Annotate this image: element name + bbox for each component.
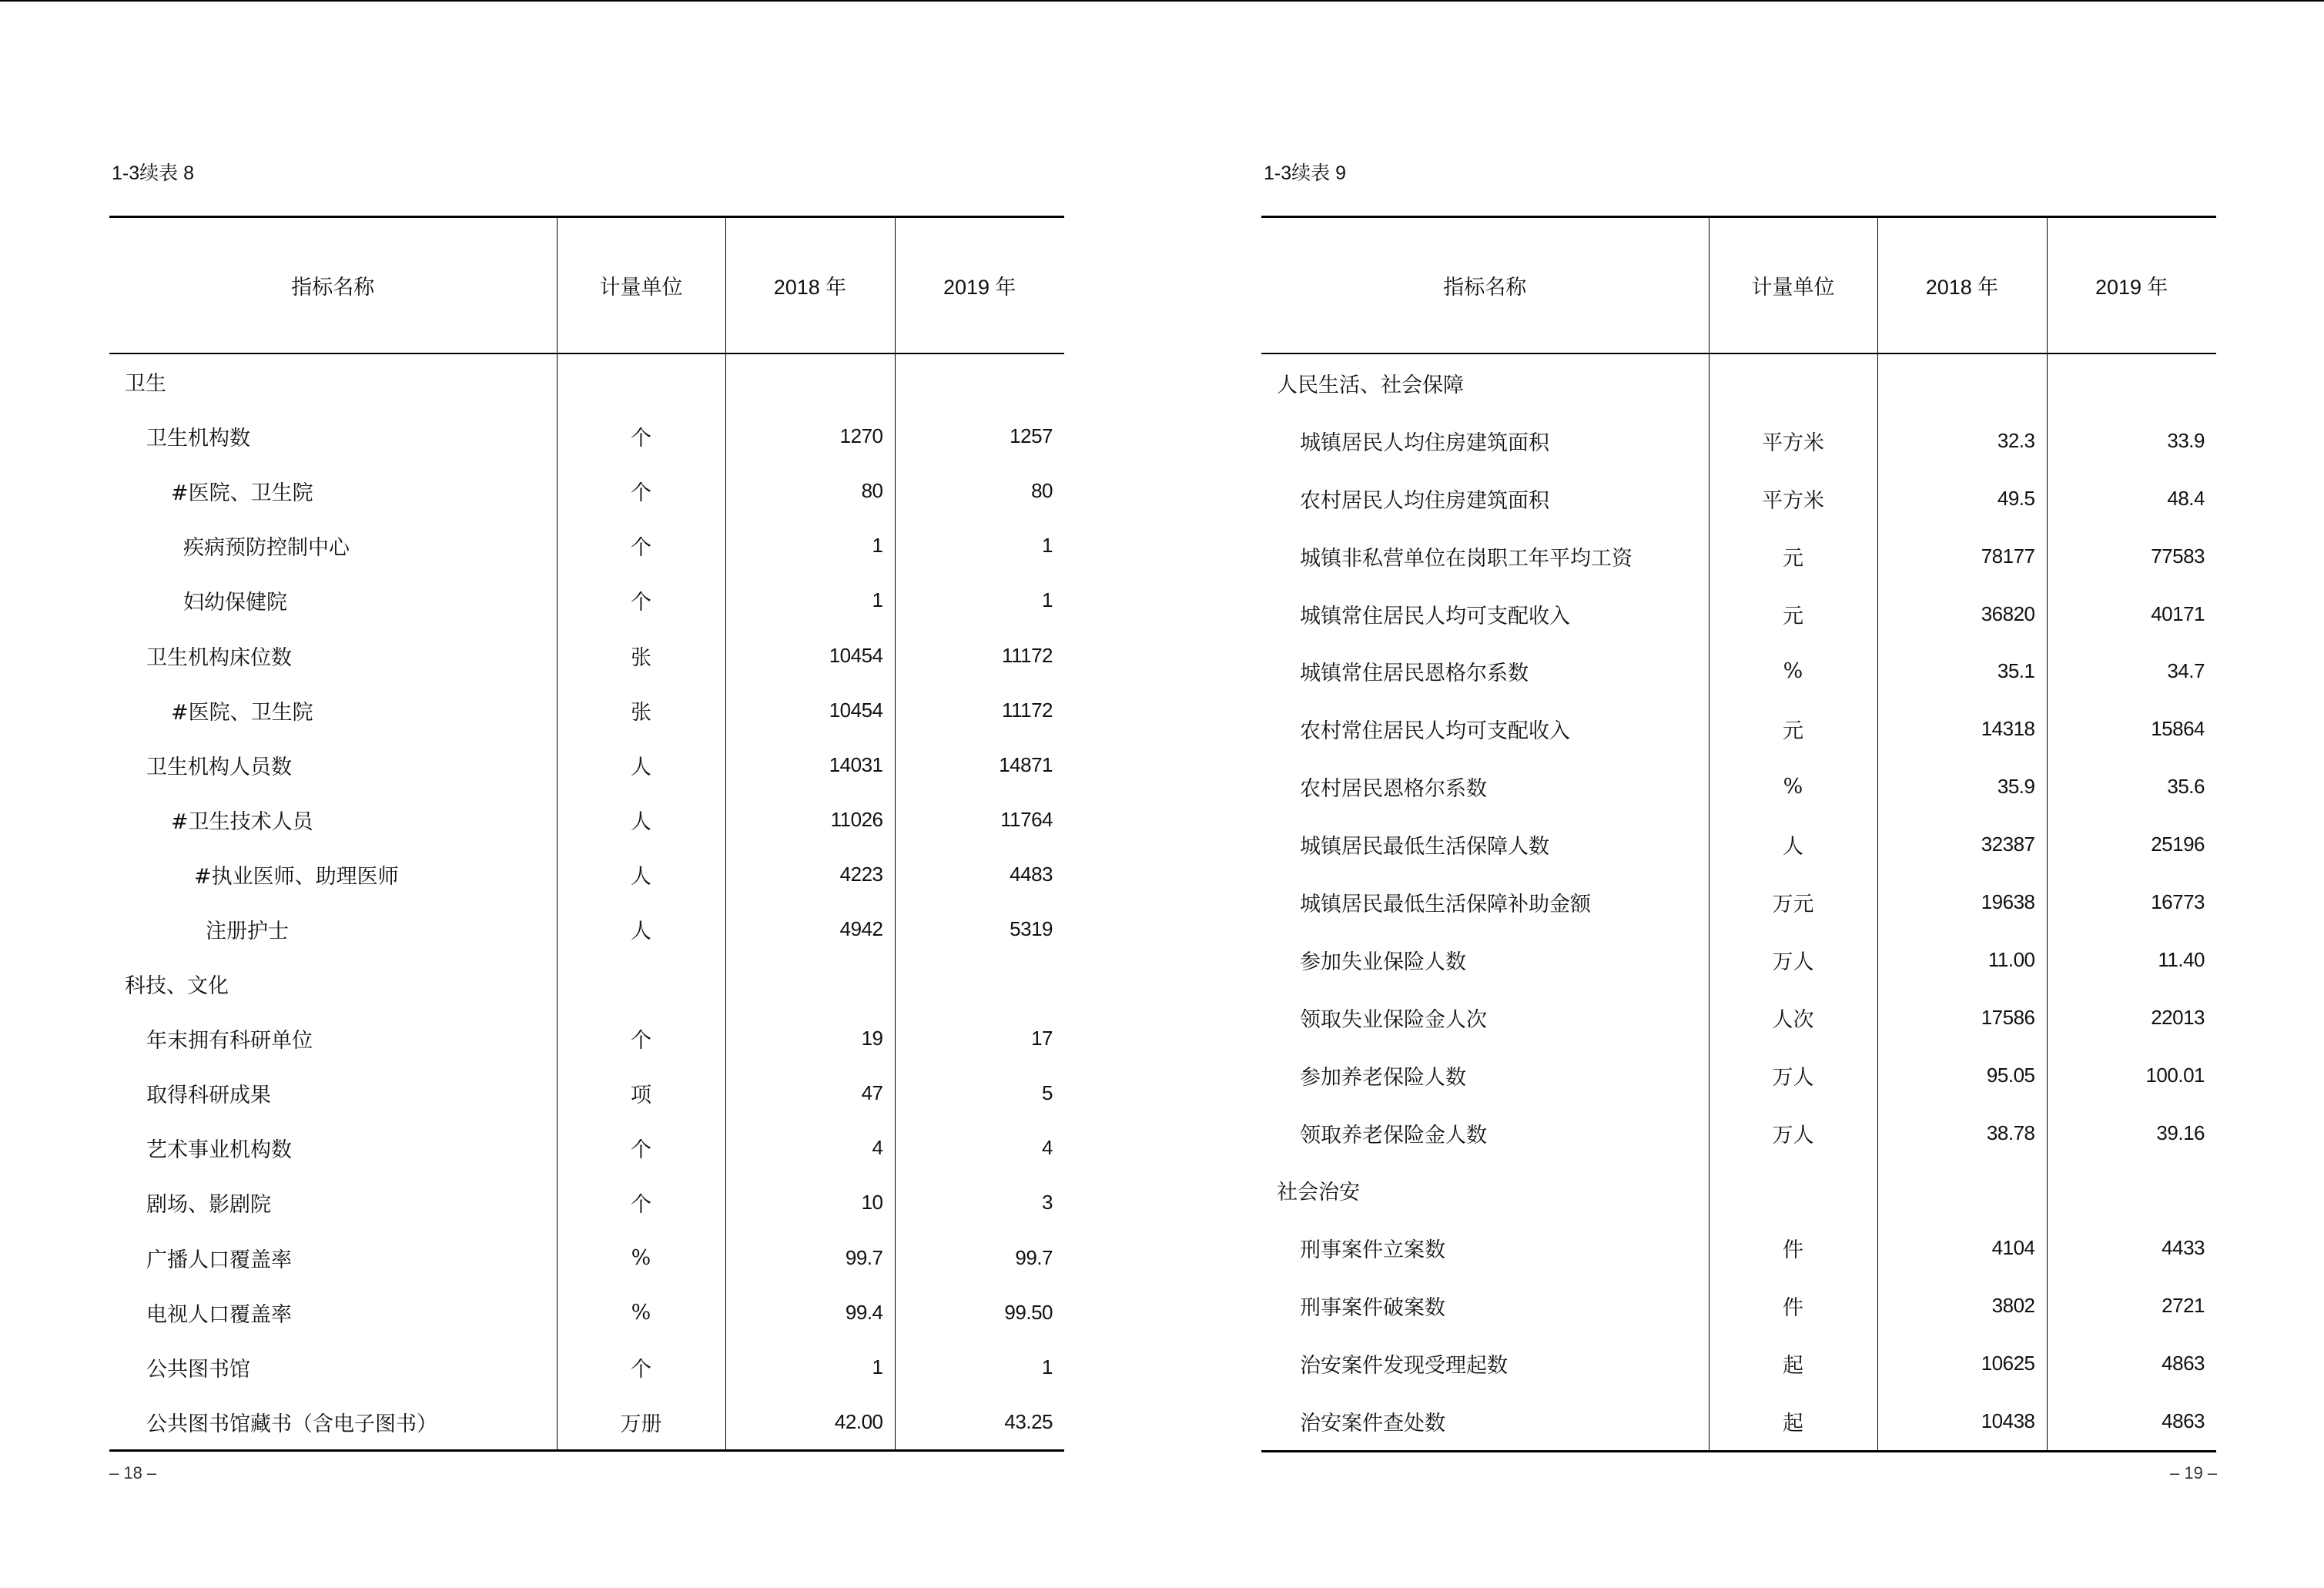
row-name: 取得科研成果 — [146, 1084, 271, 1108]
row-name: 治安案件发现受理起数 — [1300, 1354, 1508, 1379]
row-value-2019: 4863 — [2047, 1335, 2216, 1392]
table-row — [1261, 1277, 2216, 1335]
row-value-2019: 11172 — [895, 628, 1064, 682]
top-border-line — [0, 0, 2324, 2]
row-value-2019: 5 — [895, 1066, 1064, 1121]
table-row — [109, 409, 1064, 464]
table-row — [109, 1231, 1064, 1285]
row-value-2018: 4 — [725, 1121, 895, 1175]
row-name: 艺术事业机构数 — [146, 1138, 292, 1163]
row-name: #医院、卫生院 — [171, 700, 313, 725]
row-unit — [557, 353, 725, 409]
header-year-2019: 2019 年 — [2047, 217, 2216, 354]
row-value-2018: 32387 — [1877, 816, 2047, 873]
row-unit: 人 — [557, 902, 725, 956]
row-value-2018: 3802 — [1877, 1277, 2047, 1335]
header-year-2018: 2018 年 — [1877, 217, 2047, 354]
header-year-2018: 2018 年 — [725, 217, 895, 354]
row-unit: 人 — [557, 847, 725, 902]
row-name: 城镇常住居民人均可支配收入 — [1300, 604, 1570, 628]
table-row — [1261, 585, 2216, 643]
row-name: 刑事案件破案数 — [1300, 1296, 1445, 1321]
row-unit: 张 — [557, 683, 725, 738]
row-value-2018: 4942 — [725, 902, 895, 956]
row-unit: 起 — [1709, 1335, 1877, 1392]
header-indicator-name: 指标名称 — [1261, 217, 1709, 354]
row-value-2019: 1 — [895, 1340, 1064, 1395]
row-name: 卫生机构数 — [146, 427, 250, 451]
row-value-2018: 49.5 — [1877, 470, 2047, 528]
row-unit: 项 — [557, 1066, 725, 1121]
row-value-2019: 4433 — [2047, 1219, 2216, 1277]
row-value-2019: 35.6 — [2047, 758, 2216, 816]
table-row — [1261, 353, 2216, 412]
row-value-2019: 14871 — [895, 738, 1064, 792]
table-row — [1261, 1335, 2216, 1392]
table-row — [109, 1395, 1064, 1451]
table-row — [109, 902, 1064, 956]
row-unit: 件 — [1709, 1219, 1877, 1277]
row-name: 领取养老保险金人数 — [1300, 1123, 1487, 1147]
row-value-2018: 19 — [725, 1011, 895, 1066]
row-value-2018: 14318 — [1877, 700, 2047, 758]
row-unit — [1709, 353, 1877, 412]
table-row — [1261, 642, 2216, 700]
table-row — [1261, 816, 2216, 873]
row-value-2019: 1 — [895, 518, 1064, 573]
row-value-2019 — [2047, 353, 2216, 412]
row-value-2019 — [895, 353, 1064, 409]
row-unit: 个 — [557, 1121, 725, 1175]
row-unit — [557, 956, 725, 1011]
row-value-2019: 100.01 — [2047, 1047, 2216, 1104]
table-row — [109, 738, 1064, 792]
row-unit: % — [1709, 758, 1877, 816]
table-row — [1261, 412, 2216, 470]
table-row — [1261, 1104, 2216, 1162]
row-name: 参加失业保险人数 — [1300, 950, 1466, 974]
row-value-2018: 35.1 — [1877, 642, 2047, 700]
row-value-2018: 10454 — [725, 628, 895, 682]
table-row — [109, 464, 1064, 518]
row-value-2018: 11026 — [725, 792, 895, 847]
row-value-2019: 11764 — [895, 792, 1064, 847]
row-value-2018: 95.05 — [1877, 1047, 2047, 1104]
row-name: 参加养老保险人数 — [1300, 1065, 1466, 1090]
table-row — [1261, 700, 2216, 758]
row-value-2018: 35.9 — [1877, 758, 2047, 816]
row-name: 公共图书馆藏书（含电子图书） — [146, 1412, 437, 1436]
row-value-2018: 47 — [725, 1066, 895, 1121]
table-row — [1261, 470, 2216, 528]
row-value-2019: 34.7 — [2047, 642, 2216, 700]
header-year-2019: 2019 年 — [895, 217, 1064, 354]
row-name: 广播人口覆盖率 — [146, 1248, 292, 1272]
row-value-2019: 99.50 — [895, 1285, 1064, 1340]
table-row — [1261, 1161, 2216, 1219]
row-value-2019: 5319 — [895, 902, 1064, 956]
row-value-2018: 14031 — [725, 738, 895, 792]
row-name: 农村居民恩格尔系数 — [1300, 777, 1487, 802]
table-row — [109, 956, 1064, 1011]
row-unit: % — [557, 1231, 725, 1285]
row-name: #执业医师、助理医师 — [194, 864, 399, 889]
row-unit: 个 — [557, 1011, 725, 1066]
row-value-2018: 1 — [725, 1340, 895, 1395]
table-row — [1261, 873, 2216, 931]
row-name: 妇幼保健院 — [183, 591, 287, 615]
row-unit: 人 — [557, 792, 725, 847]
header-indicator-name: 指标名称 — [109, 217, 557, 354]
row-name: 城镇非私营单位在岗职工年平均工资 — [1300, 546, 1632, 571]
row-value-2018: 10625 — [1877, 1335, 2047, 1392]
row-value-2018: 38.78 — [1877, 1104, 2047, 1162]
row-value-2018: 1 — [725, 518, 895, 573]
row-name: 农村居民人均住房建筑面积 — [1300, 488, 1549, 513]
table-header-row — [1261, 217, 2216, 354]
row-name: 城镇居民人均住房建筑面积 — [1300, 431, 1549, 455]
table-row — [1261, 1047, 2216, 1104]
table-row — [109, 1066, 1064, 1121]
row-value-2018: 1 — [725, 573, 895, 628]
table-row — [1261, 989, 2216, 1047]
row-value-2019: 22013 — [2047, 989, 2216, 1047]
row-value-2019: 16773 — [2047, 873, 2216, 931]
row-name: 刑事案件立案数 — [1300, 1238, 1445, 1263]
row-value-2019 — [2047, 1161, 2216, 1219]
row-name: 电视人口覆盖率 — [146, 1302, 292, 1327]
row-unit: 万人 — [1709, 1047, 1877, 1104]
row-value-2018: 36820 — [1877, 585, 2047, 643]
row-value-2018 — [1877, 1161, 2047, 1219]
row-value-2018: 78177 — [1877, 528, 2047, 585]
row-name: 科技、文化 — [125, 974, 229, 999]
row-unit: 人 — [557, 738, 725, 792]
row-value-2019: 99.7 — [895, 1231, 1064, 1285]
table-row — [1261, 528, 2216, 585]
table-row — [109, 1285, 1064, 1340]
row-unit — [1709, 1161, 1877, 1219]
right-statistics-table — [1261, 216, 2216, 1452]
row-value-2019: 48.4 — [2047, 470, 2216, 528]
table-row — [1261, 1392, 2216, 1451]
row-value-2019: 15864 — [2047, 700, 2216, 758]
header-unit: 计量单位 — [1709, 217, 1877, 354]
table-row — [109, 847, 1064, 902]
row-unit: 万人 — [1709, 931, 1877, 989]
row-name: 剧场、影剧院 — [146, 1193, 271, 1218]
row-value-2018: 1270 — [725, 409, 895, 464]
row-value-2019: 4863 — [2047, 1392, 2216, 1451]
table-row — [109, 1121, 1064, 1175]
row-value-2018: 99.7 — [725, 1231, 895, 1285]
row-unit: 万人 — [1709, 1104, 1877, 1162]
row-name: 治安案件查处数 — [1300, 1411, 1445, 1436]
row-value-2019: 40171 — [2047, 585, 2216, 643]
row-name: 城镇居民最低生活保障补助金额 — [1300, 892, 1591, 916]
row-name: 疾病预防控制中心 — [183, 536, 350, 561]
row-unit: 平方米 — [1709, 470, 1877, 528]
row-unit: 张 — [557, 628, 725, 682]
row-value-2019: 80 — [895, 464, 1064, 518]
row-unit: 个 — [557, 573, 725, 628]
row-name: 注册护士 — [206, 919, 289, 943]
row-name: 卫生机构人员数 — [146, 755, 292, 779]
row-unit: 起 — [1709, 1392, 1877, 1451]
table-row — [109, 353, 1064, 409]
row-value-2019: 25196 — [2047, 816, 2216, 873]
row-value-2018: 10438 — [1877, 1392, 2047, 1451]
row-value-2018: 10454 — [725, 683, 895, 738]
left-table-caption: 1-3续表 8 — [112, 162, 194, 184]
left-statistics-table — [109, 216, 1064, 1452]
row-value-2018: 17586 — [1877, 989, 2047, 1047]
row-unit: 件 — [1709, 1277, 1877, 1335]
row-value-2019: 33.9 — [2047, 412, 2216, 470]
row-value-2018: 99.4 — [725, 1285, 895, 1340]
row-name: #卫生技术人员 — [171, 809, 313, 834]
row-value-2018: 19638 — [1877, 873, 2047, 931]
row-value-2019 — [895, 956, 1064, 1011]
row-name: 城镇居民最低生活保障人数 — [1300, 835, 1549, 859]
row-name: 卫生 — [125, 372, 166, 397]
row-unit: 元 — [1709, 585, 1877, 643]
row-unit: 个 — [557, 409, 725, 464]
table-row — [109, 628, 1064, 682]
row-name: 年末拥有科研单位 — [146, 1029, 313, 1054]
row-value-2019: 77583 — [2047, 528, 2216, 585]
row-name: 公共图书馆 — [146, 1357, 250, 1382]
row-value-2019: 2721 — [2047, 1277, 2216, 1335]
row-name: 农村常住居民人均可支配收入 — [1300, 719, 1570, 744]
table-row — [1261, 931, 2216, 989]
row-unit: 人 — [1709, 816, 1877, 873]
row-unit: 个 — [557, 464, 725, 518]
table-row — [109, 573, 1064, 628]
row-unit: 个 — [557, 518, 725, 573]
row-name: 人民生活、社会保障 — [1277, 373, 1464, 397]
table-row — [1261, 758, 2216, 816]
right-table-caption: 1-3续表 9 — [1264, 162, 1346, 184]
table-row — [109, 1340, 1064, 1395]
row-value-2018: 42.00 — [725, 1395, 895, 1451]
row-value-2018: 4223 — [725, 847, 895, 902]
row-unit: % — [557, 1285, 725, 1340]
row-unit: 元 — [1709, 700, 1877, 758]
row-value-2018: 4104 — [1877, 1219, 2047, 1277]
row-unit: 平方米 — [1709, 412, 1877, 470]
row-value-2019: 4 — [895, 1121, 1064, 1175]
row-value-2019: 11.40 — [2047, 931, 2216, 989]
row-unit: 万册 — [557, 1395, 725, 1451]
row-unit: 个 — [557, 1175, 725, 1230]
row-unit: 人次 — [1709, 989, 1877, 1047]
row-value-2019: 1 — [895, 573, 1064, 628]
table-row — [109, 518, 1064, 573]
row-value-2019: 4483 — [895, 847, 1064, 902]
table-row — [109, 1011, 1064, 1066]
row-unit: % — [1709, 642, 1877, 700]
row-value-2018: 80 — [725, 464, 895, 518]
row-value-2018 — [725, 956, 895, 1011]
row-value-2019: 1257 — [895, 409, 1064, 464]
row-value-2019: 43.25 — [895, 1395, 1064, 1451]
table-header-row — [109, 217, 1064, 354]
right-page-number: – 19 – — [2170, 1463, 2218, 1482]
row-value-2019: 3 — [895, 1175, 1064, 1230]
table-row — [1261, 1219, 2216, 1277]
row-name: 社会治安 — [1277, 1181, 1360, 1205]
row-name: #医院、卫生院 — [171, 481, 313, 506]
row-name: 领取失业保险金人次 — [1300, 1007, 1487, 1032]
row-value-2018 — [725, 353, 895, 409]
row-name: 城镇常住居民恩格尔系数 — [1300, 662, 1529, 686]
row-unit: 个 — [557, 1340, 725, 1395]
row-value-2019: 11172 — [895, 683, 1064, 738]
table-row — [109, 1175, 1064, 1230]
row-unit: 元 — [1709, 528, 1877, 585]
row-value-2018: 10 — [725, 1175, 895, 1230]
row-value-2018: 11.00 — [1877, 931, 2047, 989]
left-page-number: – 18 – — [109, 1463, 157, 1482]
row-value-2019: 39.16 — [2047, 1104, 2216, 1162]
row-value-2018: 32.3 — [1877, 412, 2047, 470]
row-name: 卫生机构床位数 — [146, 645, 292, 670]
row-value-2018 — [1877, 353, 2047, 412]
table-row — [109, 792, 1064, 847]
header-unit: 计量单位 — [557, 217, 725, 354]
row-unit: 万元 — [1709, 873, 1877, 931]
row-value-2019: 17 — [895, 1011, 1064, 1066]
table-row — [109, 683, 1064, 738]
